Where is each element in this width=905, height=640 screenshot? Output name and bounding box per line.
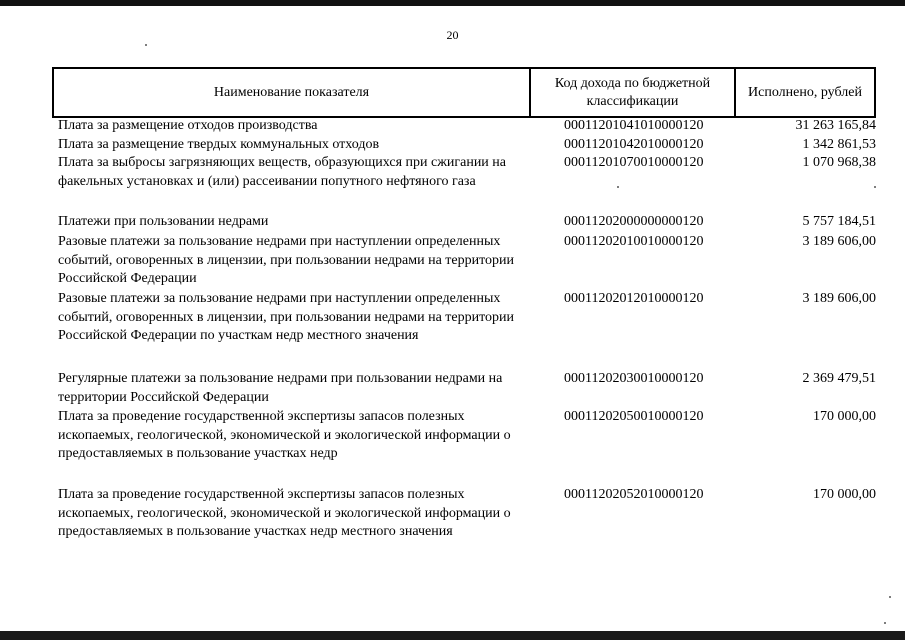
scan-edge-bottom xyxy=(0,631,905,640)
row-amount: 2 369 479,51 xyxy=(802,371,876,386)
table-row xyxy=(52,290,876,370)
page-number: 20 xyxy=(446,28,459,42)
table-header xyxy=(52,67,876,118)
header-executed: Исполнено, рублей xyxy=(748,84,862,100)
row-code: 00011201041010000120 xyxy=(564,118,704,133)
scan-speck xyxy=(889,596,891,598)
header-code: Код дохода по бюджетной классификации xyxy=(531,69,736,116)
header-name: Наименование показателя xyxy=(54,69,531,116)
row-amount: 3 189 606,00 xyxy=(802,291,876,306)
row-name: Регулярные платежи за пользование недрами при пользовании недрами на территории Российской Федерации xyxy=(58,371,503,405)
row-code: 00011201042010000120 xyxy=(564,136,704,152)
row-code: 00011202012010000120 xyxy=(564,291,704,306)
row-name: Плата за размещение твердых коммунальных отходов xyxy=(58,136,380,152)
row-code: 00011202030010000120 xyxy=(564,371,704,386)
row-amount: 31 263 165,84 xyxy=(795,118,876,133)
table-body xyxy=(52,117,876,562)
row-amount: 170 000,00 xyxy=(813,487,876,502)
table-row xyxy=(52,136,876,155)
table-row xyxy=(52,154,876,213)
scan-speck xyxy=(145,44,147,46)
scan-speck xyxy=(874,186,876,188)
table-row xyxy=(52,370,876,408)
scan-speck xyxy=(884,622,886,624)
table-row xyxy=(52,486,876,562)
table-row xyxy=(52,213,876,233)
row-amount: 1 070 968,38 xyxy=(802,155,876,170)
table-row xyxy=(52,233,876,290)
row-name: Разовые платежи за пользование недрами при наступлении определенных событий, оговоренных в лицензии, при пользовании недрами на территории Российской Федерации по участкам недр местного значения xyxy=(58,291,515,343)
row-name: Платежи при пользовании недрами xyxy=(58,214,269,229)
row-code: 00011201070010000120 xyxy=(564,155,704,170)
row-code: 00011202050010000120 xyxy=(564,409,704,424)
row-amount: 3 189 606,00 xyxy=(802,234,876,249)
row-name: Разовые платежи за пользование недрами при наступлении определенных событий, оговоренных в лицензии, при пользовании недрами на территории Российской Федерации xyxy=(58,234,515,286)
row-name: Плата за размещение отходов производства xyxy=(58,118,318,133)
row-code: 00011202000000000120 xyxy=(564,214,704,229)
row-name: Плата за проведение государственной экспертизы запасов полезных ископаемых, геологической, экономической и экологической информации о предоставляемых в пользование участках недр xyxy=(58,409,511,461)
row-amount: 5 757 184,51 xyxy=(802,214,876,229)
row-amount: 170 000,00 xyxy=(813,409,876,424)
row-code: 00011202010010000120 xyxy=(564,234,704,249)
scan-speck xyxy=(617,186,619,188)
row-name: Плата за проведение государственной экспертизы запасов полезных ископаемых, геологической, экономической и экологической информации о предоставляемых в пользование участках недр местного значения xyxy=(58,487,511,539)
table-row xyxy=(52,117,876,136)
table-row xyxy=(52,408,876,486)
row-amount: 1 342 861,53 xyxy=(802,136,876,152)
row-name: Плата за выбросы загрязняющих веществ, образующихся при сжигании на факельных установках и (или) рассеивании попутного нефтяного газа xyxy=(58,155,507,189)
scan-edge-top xyxy=(0,0,905,6)
row-code: 00011202052010000120 xyxy=(564,487,704,502)
